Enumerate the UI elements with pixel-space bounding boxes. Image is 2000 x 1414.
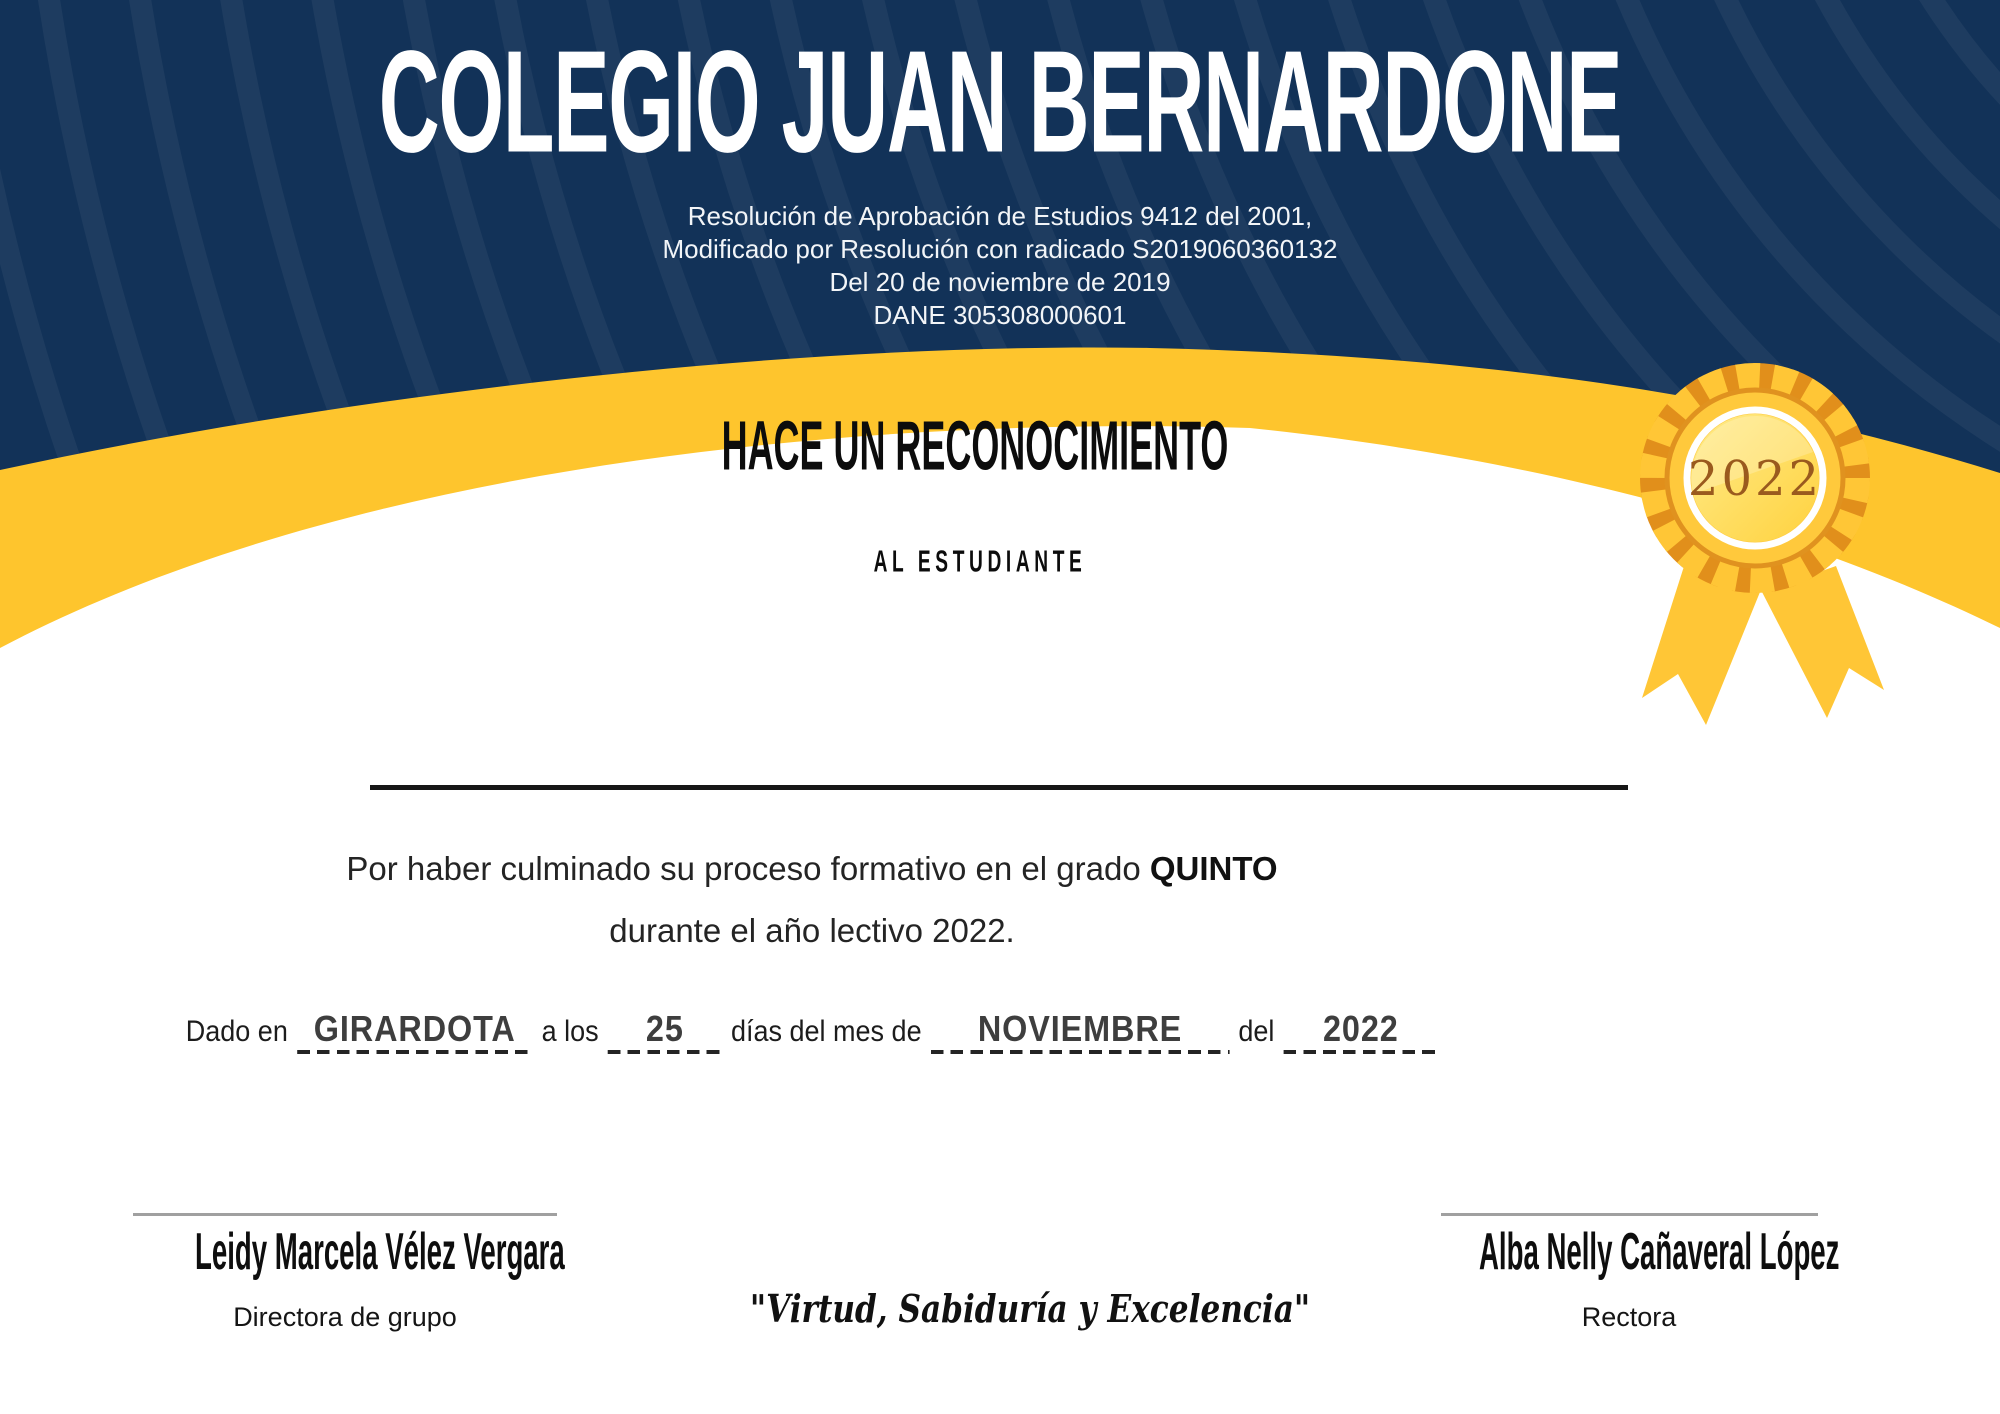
student-name-line <box>370 785 1628 790</box>
subtitle-line-1: Resolución de Aprobación de Estudios 9412 del 2001, <box>687 201 1313 231</box>
signature-line-left <box>133 1213 557 1216</box>
place-value: GIRARDOTA <box>313 1008 516 1049</box>
body-line-2: durante el año lectivo 2022. <box>609 912 1015 949</box>
date-middle2-label: días del mes de <box>730 1015 922 1048</box>
issue-date-line <box>182 1008 1442 1054</box>
body-paragraph <box>112 838 1512 962</box>
body-line-1 <box>112 838 1512 900</box>
month-blank <box>931 1008 1230 1054</box>
subtitle-line-3: Del 20 de noviembre de 2019 <box>829 267 1171 297</box>
award-rosette-badge <box>1641 364 1884 725</box>
signature-name-right: Alba Nelly Cañaveral López <box>1479 1221 1840 1281</box>
subtitle-line-2: Modificado por Resolución con radicado S2019060360132 <box>662 234 1338 264</box>
school-name-title: COLEGIO JUAN BERNARDONE <box>378 20 1622 183</box>
body-line1-prefix: Por haber culminado su proceso formativo en el grado <box>346 850 1150 887</box>
signature-line-right <box>1441 1213 1818 1216</box>
date-middle3-label: del <box>1238 1015 1275 1048</box>
badge-year: 2022 <box>1687 451 1823 507</box>
place-blank <box>297 1008 533 1054</box>
school-motto: "Virtud, Sabiduría y Excelencia" <box>749 1286 1311 1331</box>
subtitle-line-4: DANE 305308000601 <box>873 300 1127 330</box>
date-prefix-label: Dado en <box>185 1015 288 1048</box>
day-value: 25 <box>645 1008 684 1049</box>
day-blank <box>608 1008 722 1054</box>
date-middle1-label: a los <box>541 1015 599 1048</box>
signature-name-left: Leidy Marcela Vélez Vergara <box>195 1221 565 1281</box>
signature-role-right: Rectora <box>1581 1302 1677 1332</box>
month-value: NOVIEMBRE <box>977 1008 1183 1049</box>
recognition-subheading: AL ESTUDIANTE <box>873 545 1087 579</box>
grade-value: QUINTO <box>1149 850 1278 887</box>
year-blank <box>1283 1008 1438 1054</box>
recognition-heading: HACE UN RECONOCIMIENTO <box>721 407 1229 486</box>
signature-role-left: Directora de grupo <box>233 1302 457 1332</box>
year-value: 2022 <box>1323 1008 1399 1049</box>
header-subtitle-block <box>0 200 2000 332</box>
